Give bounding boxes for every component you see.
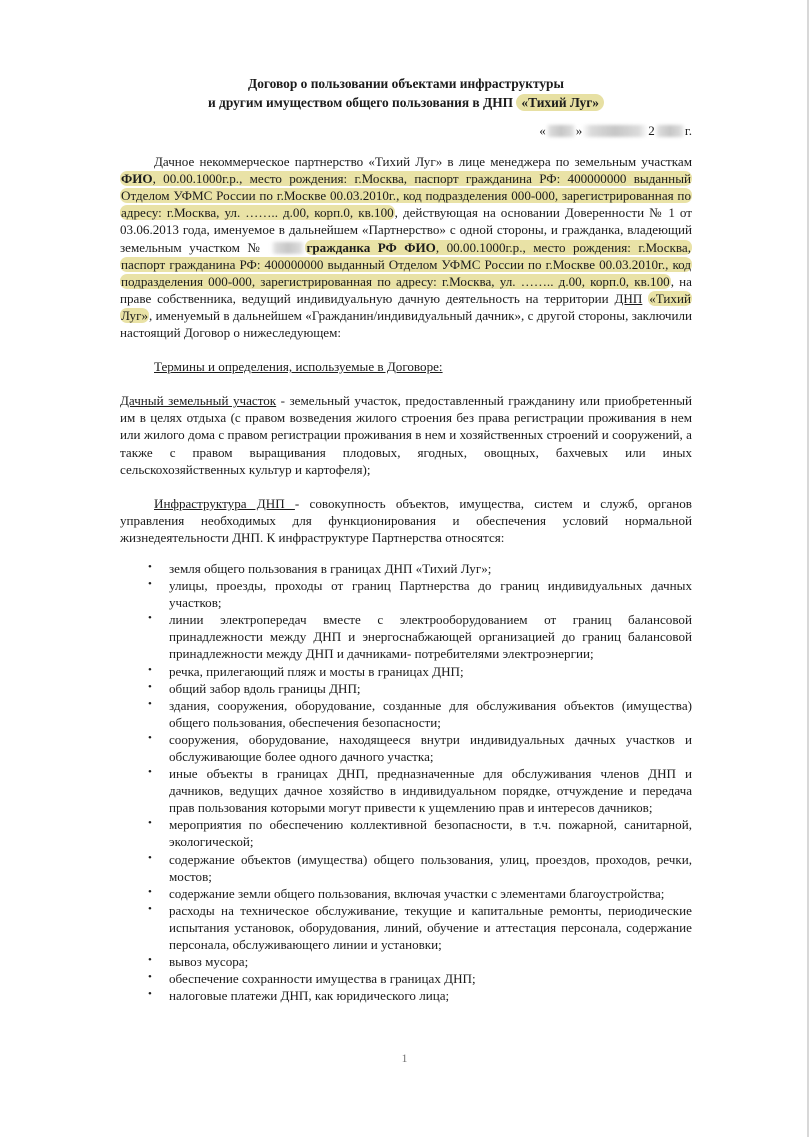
title-highlight-dnp-name: «Тихий Луг»: [516, 94, 604, 111]
manager-name-placeholder: ФИО: [121, 171, 153, 187]
list-item-text: содержание земли общего пользования, включая участки с элементами благоустройства;: [169, 885, 665, 901]
preamble-sentence-2: , действующая на основании Доверенности № 1 от 03.06.2013 года, именуемое в дальнейшем «Партнерство» с одной стороны, и гражданка, владеющий земельным участком №: [120, 205, 692, 255]
document-title: [120, 74, 692, 112]
highlight-dnp-name-body: «Тихий Луг»: [121, 290, 691, 323]
preamble-sentence-5: , именуемый в дальнейшем «Гражданин/индивидуальный дачник», с другой стороны, заключили настоящий Договор о нижеследующем:: [120, 307, 692, 341]
list-item-text: вывоз мусора;: [169, 954, 249, 970]
list-item-text: иные объекты в границах ДНП, предназначенные для обслуживания членов ДНП и дачников, ведущих дачное хозяйство в индивидуальном порядке, отчуждение и передача прав пользования которыми могут привести к ущемлению прав и интересов дачников;: [169, 766, 692, 816]
spacer: [120, 375, 692, 392]
preamble-sentence-1: Дачное некоммерческое партнерство «Тихий Луг» в лице менеджера по земельным участкам: [154, 154, 692, 170]
manager-passport-details: , 00.00.1000г.р., место рождения: г.Москва, паспорт гражданина РФ: 400000000 выданный Отделом УФМС России по г.Москве 00.03.2010г., код подразделения 000-000, зарегистрированная по адресу: г.Москва, ул. …….. д.00, корп.0, кв.100: [121, 171, 691, 221]
list-item-text: налоговые платежи ДНП, как юридического лица;: [169, 988, 450, 1004]
dateline-open-quote: «: [539, 123, 546, 138]
preamble-sentence-4: , на праве собственника, ведущий индивидуальную дачную деятельность на территории: [120, 273, 692, 306]
citizen-passport-details: , 00.00.1000г.р., место рождения: г.Москва, паспорт гражданина РФ: 400000000 выданный Отделом УФМС России по г.Москве 00.03.2010г., код подразделения 000-000, зарегистрированная по адресу: г.Москва, ул. …….. д.00, корп.0, кв.100: [121, 239, 691, 289]
list-item-text: расходы на техническое обслуживание, текущие и капитальные ремонты, периодические испытания установок, оборудования, линий, обучение и аттестация персонала, содержание персонала, обслуживающего линии и установки;: [169, 902, 692, 953]
title-line-2-prefix: и другим имуществом общего пользования в ДНП: [207, 95, 517, 110]
list-item: [120, 902, 692, 953]
definition-infrastructure: [120, 495, 692, 546]
terms-heading: Термины и определения, используемые в Договоре:: [154, 359, 443, 375]
spacer: [120, 341, 692, 358]
list-item: [120, 663, 692, 680]
list-item-text: сооружения, оборудование, находящееся внутри индивидуальных дачных участков и обслуживающие более одного дачного участка;: [169, 731, 692, 764]
list-item-text: обеспечение сохранности имущества в границах ДНП;: [169, 971, 476, 987]
definition-text-dacha-plot: - земельный участок, предоставленный гражданину или приобретенный им в целях отдыха (с правом возведения жилого строения без права регистрации проживания в нем или жилого дома с правом регистрации проживания в нем и хозяйственных строений и сооружений, а также с правом выращивания плодовых, ягодных, овощных, бахчевых или иных сельскохозяйственных культур и картофеля);: [120, 393, 693, 477]
list-item: [120, 987, 692, 1004]
list-item: [120, 697, 692, 731]
list-item: [120, 611, 692, 662]
list-item: [120, 970, 692, 987]
list-item: [120, 816, 692, 850]
preamble-paragraph: [120, 153, 692, 341]
page-number: 1: [401, 1052, 408, 1065]
list-item: [120, 577, 692, 611]
redacted-plot-number: [271, 242, 305, 254]
definition-term-infrastructure: Инфраструктура ДНП: [154, 495, 295, 511]
dateline-suffix: г.: [684, 123, 692, 138]
spacer: [120, 546, 692, 560]
redacted-month: [582, 125, 648, 137]
list-item-text: мероприятия по обеспечению коллективной безопасности, в т.ч. пожарной, санитарной, экологической;: [169, 817, 692, 850]
dateline-year-prefix: 2: [648, 123, 655, 138]
dateline-close-quote: »: [575, 123, 583, 138]
list-item-text: здания, сооружения, оборудование, созданные для обслуживания объектов (имущества) общего пользования, обеспечения безопасности;: [169, 697, 692, 730]
dateline: [120, 122, 692, 139]
list-item: [120, 731, 692, 765]
list-item-text: земля общего пользования в границах ДНП «Тихий Луг»;: [169, 560, 492, 576]
terms-heading-paragraph: [120, 358, 692, 375]
list-item-text: речка, прилегающий пляж и мосты в границах ДНП;: [169, 663, 464, 679]
infrastructure-list: [120, 560, 692, 1004]
dnp-underlined: ДНП: [614, 290, 643, 306]
list-item: [120, 953, 692, 970]
redacted-year: [655, 125, 685, 137]
list-item: [120, 680, 692, 697]
list-item: [120, 851, 692, 885]
list-item: [120, 560, 692, 577]
title-line-2: [120, 93, 692, 112]
title-line-1: Договор о пользовании объектами инфраструктуры: [248, 76, 564, 91]
definition-dacha-plot: [120, 392, 692, 477]
list-item-text: линии электропередач вместе с электрооборудованием от границ балансовой принадлежности между ДНП и энергоснабжающей организацией до границ балансовой принадлежности между ДНП и дачниками- потребителями электроэнергии;: [169, 612, 692, 662]
definition-text-infrastructure: - совокупность объектов, имущества, систем и служб, органов управления необходимых для функционирования и обеспечения условий нормальной жизнедеятельности ДНП. К инфраструктуре Партнерства относятся:: [120, 495, 692, 545]
list-item-text: содержание объектов (имущества) общего пользования, улиц, проездов, проходов, речки, мостов;: [169, 851, 692, 884]
list-item: [120, 885, 692, 902]
list-item-text: общий забор вдоль границы ДНП;: [169, 680, 361, 696]
definition-term-dacha-plot: Дачный земельный участок: [120, 393, 277, 409]
spacer: [120, 478, 692, 495]
document-content: [120, 74, 692, 1004]
list-item-text: улицы, проезды, проходы от границ Партнерства до границ индивидуальных дачных участков;: [169, 578, 692, 611]
citizen-name-placeholder: гражданка РФ ФИО: [306, 239, 436, 255]
list-item: [120, 765, 692, 816]
redacted-day: [546, 125, 576, 137]
